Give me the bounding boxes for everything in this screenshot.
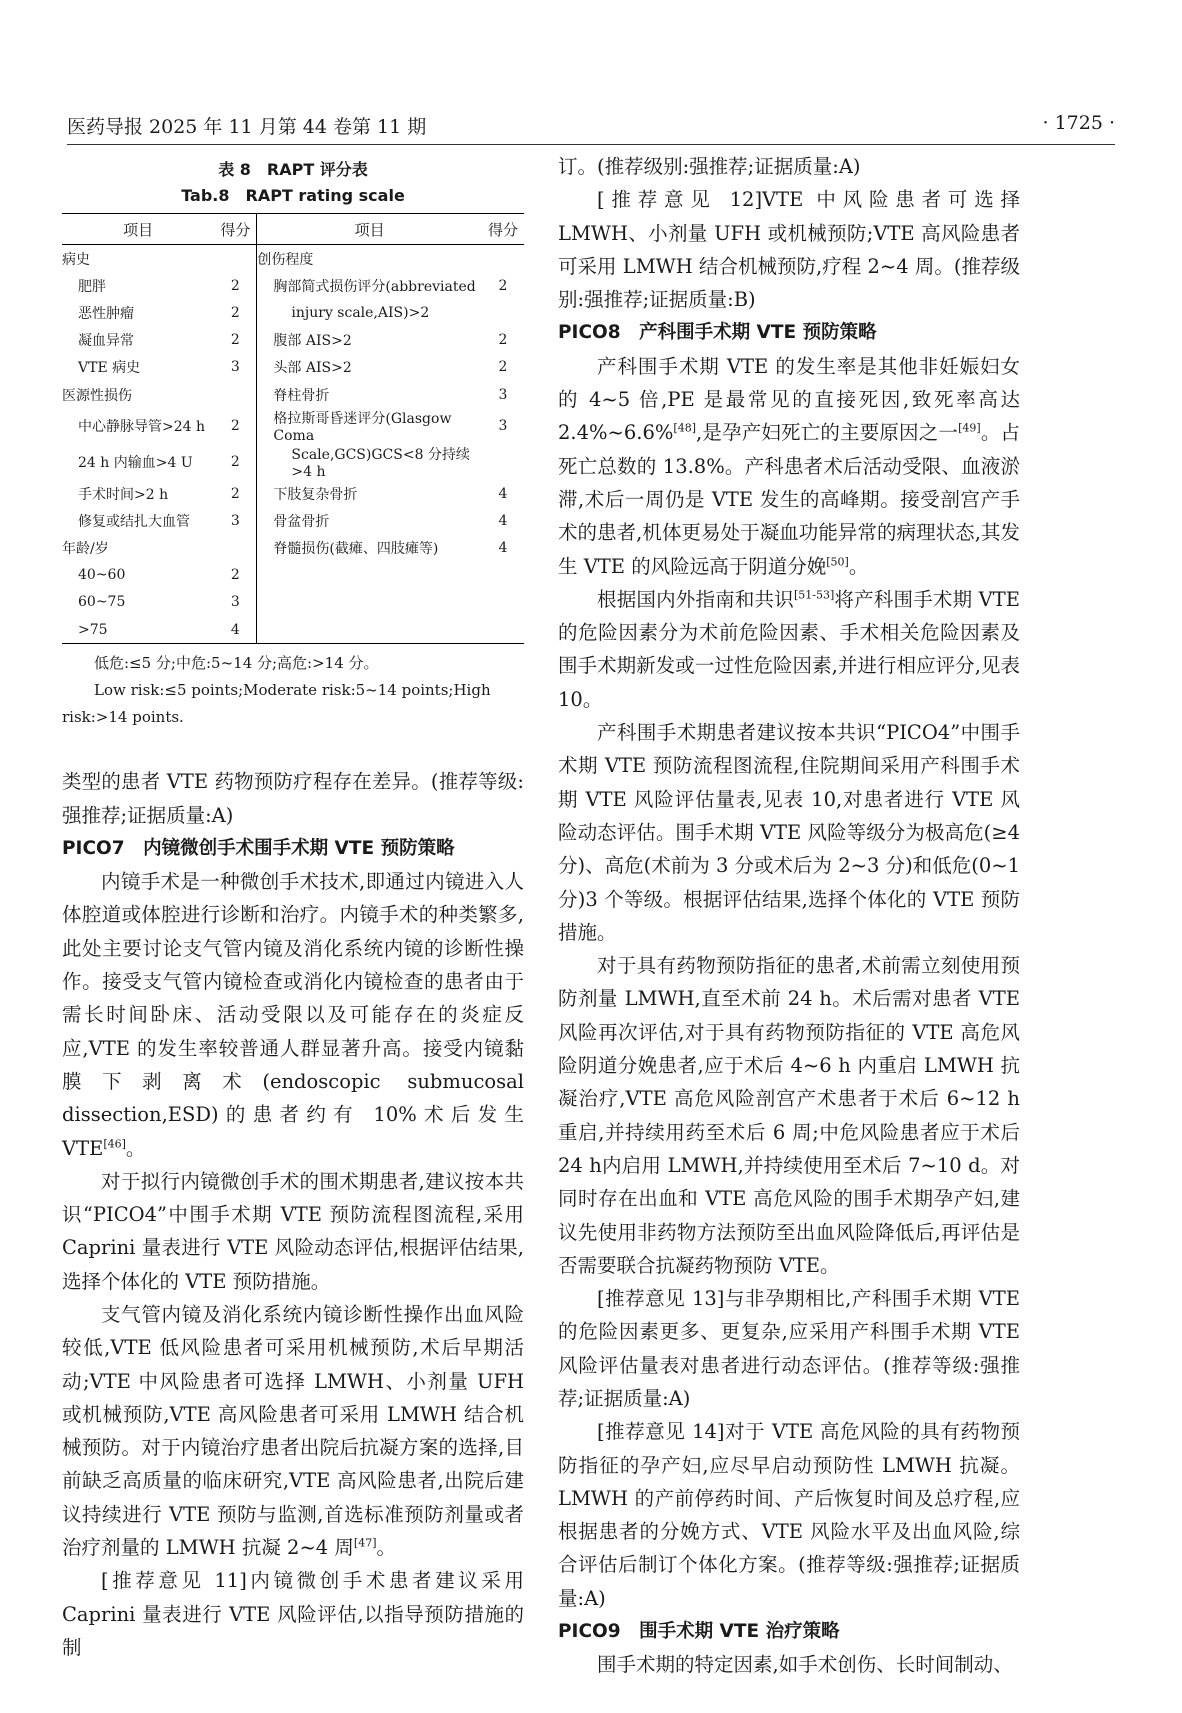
table-cell: 医源性损伤 xyxy=(62,387,132,404)
table-cell: 病史 xyxy=(62,251,90,268)
header-rule xyxy=(67,144,1115,145)
paragraph xyxy=(62,865,524,1165)
table-cell: 年龄/岁 xyxy=(62,541,109,558)
table-cell: 4 xyxy=(498,540,508,557)
text-run: ,是孕产妇死亡的主要原因之一 xyxy=(696,421,959,445)
table-caption-cn: 表 8 RAPT 评分表 xyxy=(218,160,368,179)
text-run: 对于拟行内镜微创手术的围术期患者,建议按本共识“PICO4”中围手术期 VTE 预防流程图流程,采用 Caprini 量表进行 VTE 风险动态评估,根据评估结果,选择个体化的 VTE 预防措施。 xyxy=(62,1169,524,1293)
text-run: 内镜手术是一种微创手术技术,即通过内镜进入人体腔道或体腔进行诊断和治疗。内镜手术的种类繁多,此处主要讨论支气管内镜及消化系统内镜的诊断性操作。接受支气管内镜检查或消化内镜检查的患者由于需长时间卧床、活动受限以及可能存在的炎症反应,VTE 的发生率较普通人群显著升高。接受内镜黏膜下剥离术(endoscopic submucosal dissection,ESD)的患者约有 10%术后发生 VTE xyxy=(62,870,524,1160)
text-run: [推荐意见 12]VTE 中风险患者可选择 LMWH、小剂量 UFH 或机械预防;VTE 高风险患者可采用 LMWH 结合机械预防,疗程 2~4 周。(推荐级别:强推荐;证据质量:B) xyxy=(558,188,1020,312)
paragraph xyxy=(558,716,1020,949)
paragraph xyxy=(558,583,1020,716)
table-cell: 胸部简式损伤评分(abbreviated xyxy=(273,278,476,295)
paragraph xyxy=(558,1648,1020,1681)
table-cell xyxy=(214,245,257,273)
table-cell: 恶性肿瘤 xyxy=(78,305,134,322)
paragraph xyxy=(558,949,1020,1282)
table-cell: >75 xyxy=(62,616,214,644)
table-cell xyxy=(482,245,524,273)
paragraph xyxy=(62,765,524,832)
table-cell: 格拉斯哥昏迷评分(Glasgow Coma xyxy=(273,411,452,445)
text-run: 。 xyxy=(848,554,869,578)
table-cell xyxy=(482,444,524,480)
table-caption-en: Tab.8 RAPT rating scale xyxy=(181,186,405,205)
citation: [48] xyxy=(673,421,697,435)
table-cell: 手术时间>2 h xyxy=(78,486,169,503)
table-row xyxy=(62,480,524,507)
table-cell: 腹部 AIS>2 xyxy=(273,333,352,350)
table-header-row xyxy=(62,214,524,245)
table-cell xyxy=(482,562,524,589)
table-cell: 2 xyxy=(214,562,257,589)
text-run: 支气管内镜及消化系统内镜诊断性操作出血风险较低,VTE 低风险患者可采用机械预防,术后早期活动;VTE 中风险患者可选择 LMWH、小剂量 UFH 或机械预防,VTE 高风险患者可采用 LMWH 结合机械预防。对于内镜治疗患者出院后抗凝方案的选择,目前缺乏高质量的临床研究,VTE 高风险患者,出院后建议持续进行 VTE 预防与监测,首选标准预防剂量或者治疗剂量的 LMWH 抗凝 2~4 周 xyxy=(62,1303,524,1560)
text-run: PICO7 内镜微创手术围手术期 VTE 预防策略 xyxy=(62,837,455,859)
table-cell: 创伤程度 xyxy=(257,251,314,268)
table-cell: 头部 AIS>2 xyxy=(273,360,352,377)
text-run: [推荐意见 14]对于 VTE 高危风险的具有药物预防指征的孕产妇,应尽早启动预防性 LMWH 抗凝。LMWH 的产前停药时间、产后恢复时间及总疗程,应根据患者的分娩方式、VTE 风险水平及出血风险,综合评估后制订个体化方案。(推荐等级:强推荐;证据质量:A) xyxy=(558,1420,1020,1610)
table-cell: 2 xyxy=(214,327,257,354)
text-run: PICO9 围手术期 VTE 治疗策略 xyxy=(558,1621,840,1643)
col-score-header: 得分 xyxy=(482,214,524,245)
table-row xyxy=(62,589,524,616)
table-row xyxy=(62,616,524,644)
table-cell: 脊髓损伤(截瘫、四肢瘫等) xyxy=(273,541,439,558)
table-row xyxy=(62,354,524,381)
table-note-cn: 低危:≤5 分;中危:5~14 分;高危:>14 分。 xyxy=(94,654,379,673)
table-cell: 3 xyxy=(214,507,257,534)
page-number: · 1725 · xyxy=(1042,112,1115,134)
table-cell: VTE 病史 xyxy=(78,360,141,377)
table-cell: 2 xyxy=(498,332,508,349)
table-note-en: Low risk:≤5 points;Moderate risk:5~14 points;High risk:>14 points. xyxy=(62,681,491,727)
table-cell: 4 xyxy=(214,616,257,644)
text-run: 围手术期的特定因素,如手术创伤、长时间制动、 xyxy=(597,1653,1013,1677)
table-8 xyxy=(62,157,524,731)
citation: [50] xyxy=(826,555,849,569)
table-cell xyxy=(482,616,524,644)
table-cell: 3 xyxy=(498,386,508,403)
col-item-header: 项目 xyxy=(62,214,214,245)
text-run: 对于具有药物预防指征的患者,术前需立刻使用预防剂量 LMWH,直至术前 24 h。术后需对患者 VTE 风险再次评估,对于具有药物预防指征的 VTE 高危风险阴道分娩患者,应于术后 4~6 h 内重启 LMWH 抗凝治疗,VTE 高危风险剖宫产术患者于术后 6~12 h 重启,并持续用药至术后 6 周;中危风险患者应于术后 24 h内启用 LMWH,并持续使用至术后 7~10 d。对同时存在出血和 VTE 高危风险的围手术期孕产妇,建议先使用非药物方法预防至出血风险降低后,再评估是否需要联合抗凝药物预防 VTE。 xyxy=(558,954,1020,1277)
right-body-text xyxy=(558,150,1020,1682)
left-column xyxy=(62,157,524,1664)
citation: [49] xyxy=(958,421,981,435)
text-run: 将产科围手术期 VTE 的危险因素分为术前危险因素、手术相关危险因素及围手术期新发或一过性危险因素,并进行相应评分,见表 10。 xyxy=(558,587,1020,711)
rapt-table xyxy=(62,213,524,644)
table-cell: 40~60 xyxy=(78,567,126,584)
section-heading xyxy=(558,316,1020,349)
section-heading xyxy=(62,832,524,865)
table-cell: 修复或结扎大血管 xyxy=(78,513,190,530)
text-run: 产科围手术期患者建议按本共识“PICO4”中围手术期 VTE 预防流程图流程,住院期间采用产科围手术期 VTE 风险评估量表,见表 10,对患者进行 VTE 风险动态评估。围手术期 VTE 风险等级分为极高危(≥4 分)、高危(术前为 3 分或术后为 2~3 分)和低危(0~1 分)3 个等级。根据评估结果,选择个体化的 VTE 预防措施。 xyxy=(558,721,1020,944)
table-cell: 下肢复杂骨折 xyxy=(273,486,358,503)
table-cell xyxy=(257,589,482,616)
table-cell: 4 xyxy=(498,512,508,529)
text-run: [推荐意见 13]与非孕期相比,产科围手术期 VTE 的危险因素更多、更复杂,应采用产科围手术期 VTE 风险评估量表对患者进行动态评估。(推荐等级:强推荐;证据质量:A) xyxy=(558,1287,1020,1410)
citation: [47] xyxy=(353,1536,377,1550)
text-run: PICO8 产科围手术期 VTE 预防策略 xyxy=(558,322,877,344)
table-cell: 3 xyxy=(498,418,508,435)
paragraph xyxy=(558,1415,1020,1615)
table-cell: 肥胖 xyxy=(78,278,106,295)
text-run: 订。(推荐级别:强推荐;证据质量:A) xyxy=(558,155,861,178)
table-cell: injury scale,AIS)>2 xyxy=(291,304,430,321)
table-row xyxy=(62,507,524,534)
col-item-header: 项目 xyxy=(257,214,482,245)
table-cell: 2 xyxy=(214,444,257,480)
table-cell: 凝血异常 xyxy=(78,333,134,350)
table-row xyxy=(62,299,524,326)
paragraph xyxy=(62,1298,524,1564)
table-row xyxy=(62,327,524,354)
table-cell xyxy=(482,299,524,326)
table-cell xyxy=(482,589,524,616)
table-cell: Scale,GCS)GCS<8 分持续>4 h xyxy=(291,447,470,481)
left-body-text xyxy=(62,765,524,1664)
citation: [51-53] xyxy=(793,588,835,602)
col-score-header: 得分 xyxy=(214,214,257,245)
section-heading xyxy=(558,1615,1020,1648)
table-cell: 3 xyxy=(214,589,257,616)
running-header xyxy=(67,112,1115,144)
table-row xyxy=(62,444,524,480)
table-cell: 骨盆骨折 xyxy=(273,513,330,530)
table-row xyxy=(62,535,524,562)
paragraph xyxy=(558,183,1020,316)
table-cell xyxy=(257,616,482,644)
text-run: 。占死亡总数的 13.8%。产科患者术后活动受限、血液淤滞,术后一周仍是 VTE 发生的高峰期。接受剖宫产手术的患者,机体更易处于凝血功能异常的病理状态,其发生 VTE 的风险远高于阴道分娩 xyxy=(558,421,1020,578)
table-cell xyxy=(257,562,482,589)
citation: [46] xyxy=(103,1137,126,1151)
table-cell: 4 xyxy=(498,485,508,502)
table-cell: 2 xyxy=(498,359,508,376)
table-cell: 脊柱骨折 xyxy=(273,387,330,404)
table-cell: 60~75 xyxy=(78,594,126,611)
paragraph xyxy=(558,1282,1020,1415)
text-run: 根据国内外指南和共识 xyxy=(597,587,794,611)
table-cell: 3 xyxy=(214,354,257,381)
table-cell: 2 xyxy=(214,272,257,299)
table-cell: 2 xyxy=(214,299,257,326)
journal-info: 医药导报 2025 年 11 月第 44 卷第 11 期 xyxy=(67,116,427,138)
table-cell xyxy=(214,381,257,408)
text-run: 。 xyxy=(125,1136,146,1160)
table-cell: 2 xyxy=(214,480,257,507)
text-run: 。 xyxy=(376,1536,397,1560)
right-column xyxy=(558,150,1020,1682)
paragraph xyxy=(62,1564,524,1664)
table-row xyxy=(62,272,524,299)
paragraph xyxy=(558,350,1020,583)
table-cell: 24 h 内输血>4 U xyxy=(78,455,193,472)
table-row xyxy=(62,245,524,273)
paragraph xyxy=(558,150,1020,183)
paragraph xyxy=(62,1165,524,1298)
table-row xyxy=(62,408,524,444)
table-row xyxy=(62,562,524,589)
table-cell: 2 xyxy=(498,277,508,294)
table-cell: 2 xyxy=(214,408,257,444)
text-run: 产科围手术期 VTE 的发生率是其他非妊娠妇女的 4~5 倍,PE 是最常见的直接死因,致死率高达 2.4%~6.6% xyxy=(558,354,1020,445)
text-run: 类型的患者 VTE 药物预防疗程存在差异。(推荐等级:强推荐;证据质量:A) xyxy=(62,770,524,827)
table-row xyxy=(62,381,524,408)
text-run: [推荐意见 11]内镜微创手术患者建议采用 Caprini 量表进行 VTE 风险评估,以指导预防措施的制 xyxy=(62,1569,524,1659)
table-cell xyxy=(214,535,257,562)
table-cell: 中心静脉导管>24 h xyxy=(78,419,206,436)
